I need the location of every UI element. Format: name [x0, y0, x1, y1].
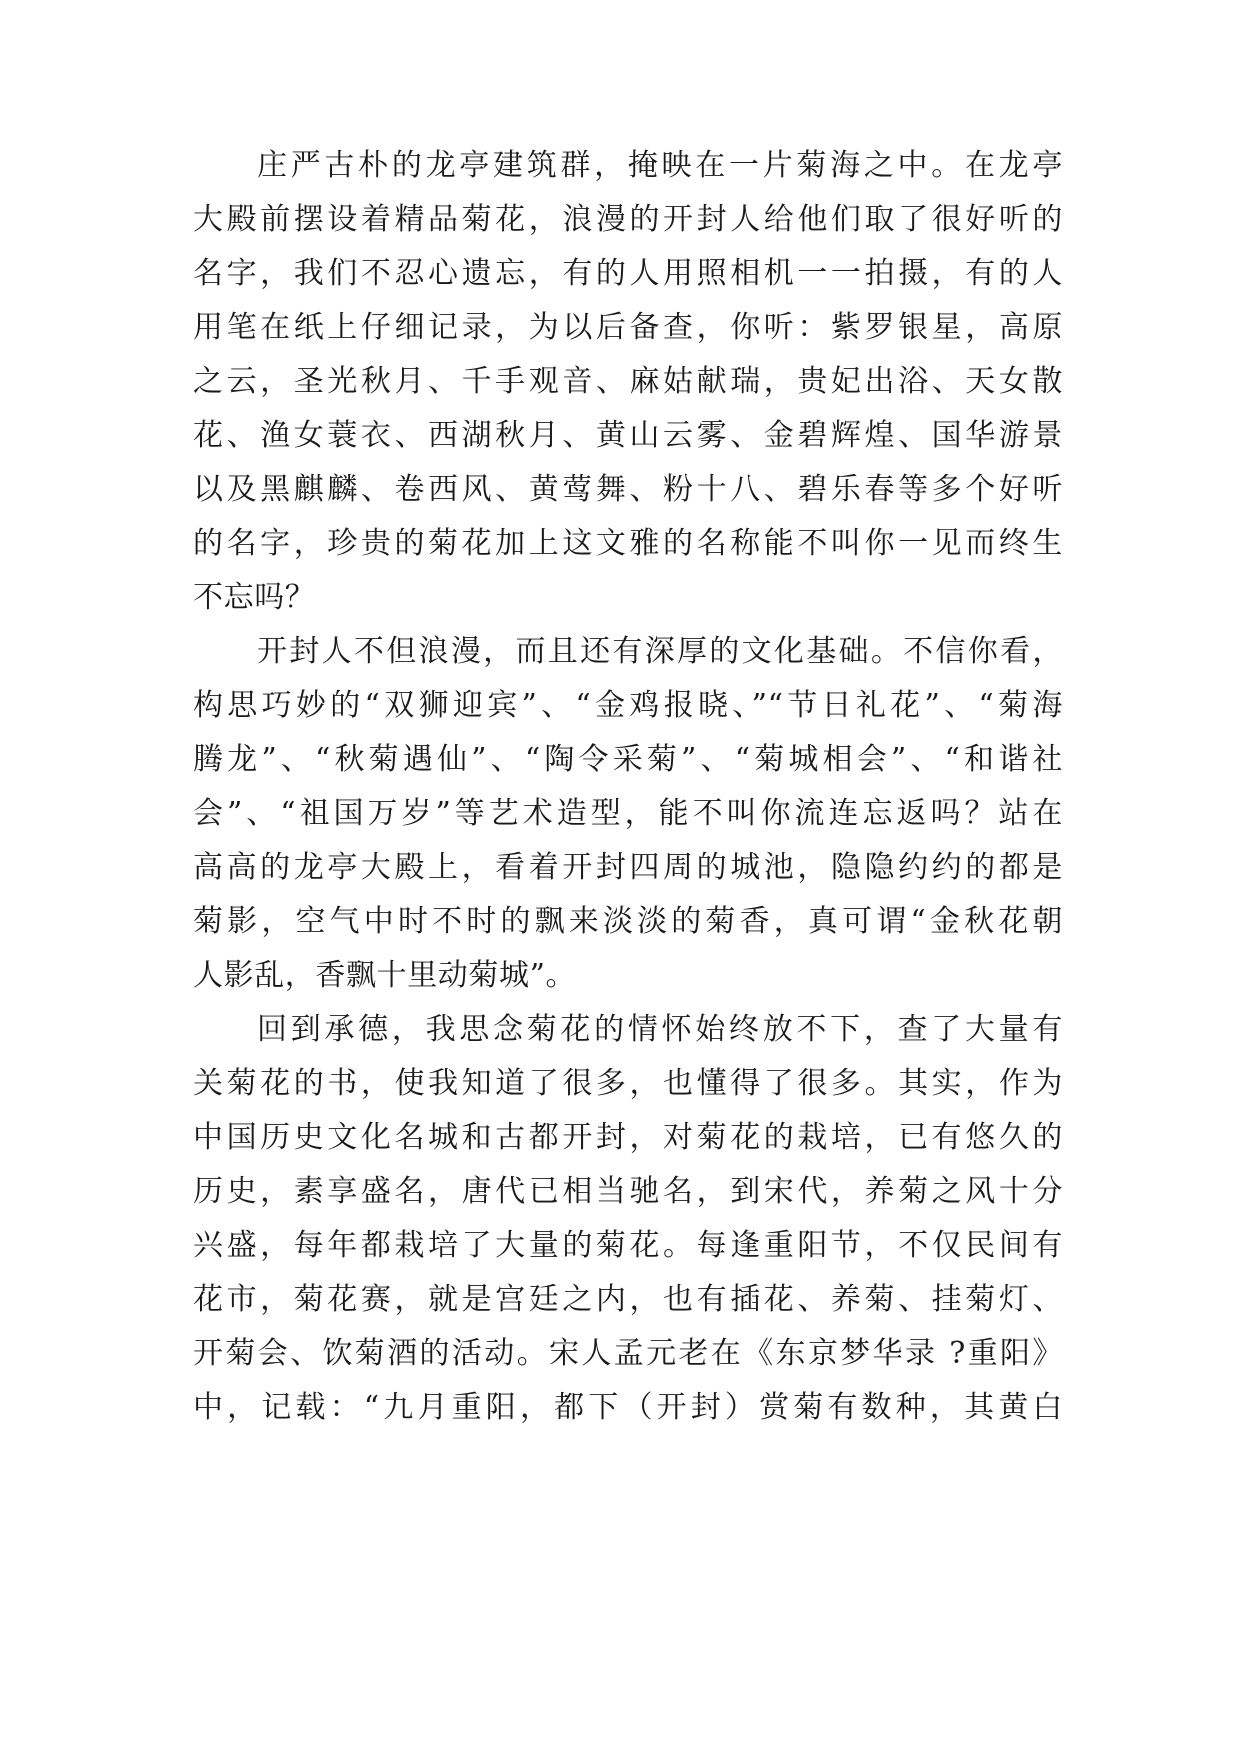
text-line: 庄严古朴的龙亭建筑群，掩映在一片菊海之中。在龙亭 [257, 148, 1063, 183]
text-line: 腾龙”、“秋菊遇仙”、“陶令采菊”、“菊城相会”、“和谐社 [193, 742, 1063, 777]
text-line: 不忘吗？ [193, 580, 316, 615]
text-line: 用笔在纸上仔细记录，为以后备查，你听：紫罗银星，高原 [193, 310, 1063, 345]
text-line: 历史，素享盛名，唐代已相当驰名，到宋代，养菊之风十分 [193, 1174, 1063, 1209]
text-line: 花市，菊花赛，就是宫廷之内，也有插花、养菊、挂菊灯、 [193, 1282, 1063, 1317]
text-line: 之云，圣光秋月、千手观音、麻姑献瑞，贵妃出浴、天女散 [193, 364, 1063, 399]
text-line: 兴盛，每年都栽培了大量的菊花。每逢重阳节，不仅民间有 [193, 1228, 1063, 1263]
text-line: 构思巧妙的“双狮迎宾”、“金鸡报晓、”“节日礼花”、“菊海 [193, 688, 1063, 723]
text-line: 大殿前摆设着精品菊花，浪漫的开封人给他们取了很好听的 [193, 202, 1063, 237]
text-line: 名字，我们不忍心遗忘，有的人用照相机一一拍摄，有的人 [193, 256, 1063, 291]
text-line: 菊影，空气中时不时的飘来淡淡的菊香，真可谓“金秋花朝 [193, 904, 1063, 939]
text-line: 回到承德，我思念菊花的情怀始终放不下，查了大量有 [257, 1012, 1063, 1047]
text-line: 开封人不但浪漫，而且还有深厚的文化基础。不信你看， [257, 634, 1063, 669]
text-line: 高高的龙亭大殿上，看着开封四周的城池，隐隐约约的都是 [193, 850, 1063, 885]
text-line: 的名字，珍贵的菊花加上这文雅的名称能不叫你一见而终生 [193, 526, 1063, 561]
text-line: 中，记载：“九月重阳，都下（开封）赏菊有数种，其黄白 [193, 1390, 1063, 1425]
text-line: 以及黑麒麟、卷西风、黄莺舞、粉十八、碧乐春等多个好听 [193, 472, 1063, 507]
text-line: 中国历史文化名城和古都开封，对菊花的栽培，已有悠久的 [193, 1120, 1063, 1155]
text-line: 人影乱，香飘十里动菊城”。 [193, 958, 577, 993]
text-line: 关菊花的书，使我知道了很多，也懂得了很多。其实，作为 [193, 1066, 1063, 1101]
text-line: 会”、“祖国万岁”等艺术造型，能不叫你流连忘返吗？站在 [193, 796, 1063, 831]
text-line: 开菊会、饮菊酒的活动。宋人孟元老在《东京梦华录 ?重阳》 [193, 1336, 1063, 1371]
text-line: 花、渔女蓑衣、西湖秋月、黄山云雾、金碧辉煌、国华游景 [193, 418, 1063, 453]
